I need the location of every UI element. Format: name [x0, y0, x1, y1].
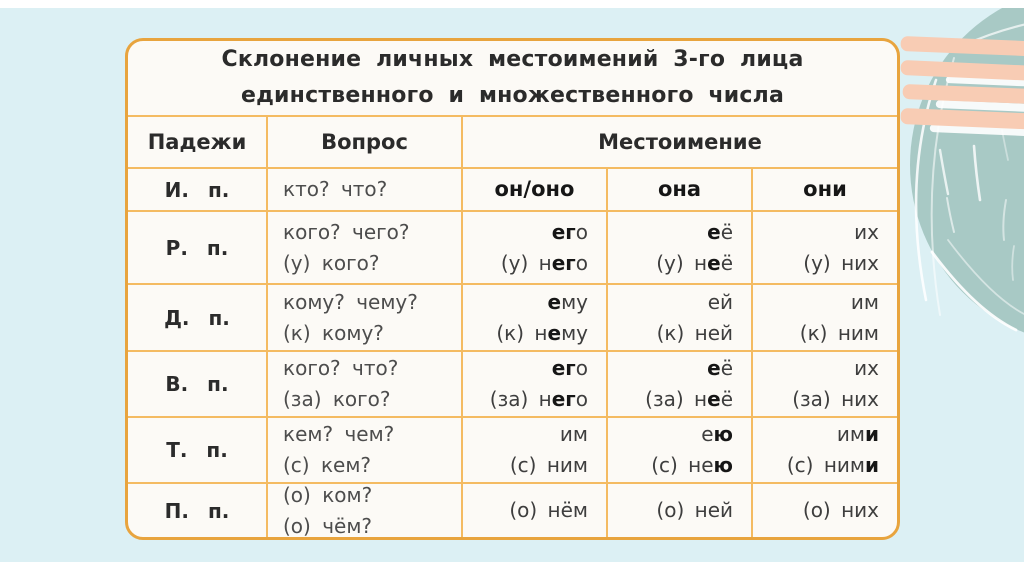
- pronoun-cell: [606, 210, 751, 283]
- pronoun-cell: [606, 482, 751, 537]
- question-line: кто? что?: [283, 177, 388, 201]
- pronoun-line: (за) неё: [645, 387, 733, 411]
- pronoun-line: ей: [707, 289, 733, 314]
- question-cell: [266, 283, 461, 350]
- pronoun-line: (с) нею: [651, 453, 733, 477]
- pronoun-line: им: [559, 422, 588, 446]
- pronoun-cell: [606, 167, 751, 210]
- pronoun-cell: [461, 482, 606, 537]
- pronoun-cell: [461, 350, 606, 416]
- pronoun-line: ею: [701, 422, 733, 446]
- pronoun-cell: [606, 350, 751, 416]
- pronoun-line: он/оно: [494, 177, 575, 202]
- question-line: (с) кем?: [283, 453, 372, 477]
- question-line: кому? чему?: [283, 289, 418, 314]
- declension-table-grid: [128, 41, 897, 537]
- pronoun-cell: [751, 416, 897, 482]
- question-cell: [266, 210, 461, 283]
- pronoun-cell: [606, 283, 751, 350]
- pronoun-line: им: [850, 289, 879, 314]
- header-question: Вопрос: [266, 115, 461, 167]
- pronoun-line: их: [854, 356, 879, 380]
- question-cell: [266, 416, 461, 482]
- pronoun-cell: [461, 283, 606, 350]
- pronoun-line: она: [657, 177, 702, 202]
- header-pronoun: Местоимение: [461, 115, 897, 167]
- pronoun-cell: [606, 416, 751, 482]
- pronoun-line: его: [551, 219, 588, 244]
- question-line: (к) кому?: [283, 320, 384, 345]
- pronoun-cell: [751, 283, 897, 350]
- question-line: (за) кого?: [283, 387, 391, 411]
- top-white-margin: [0, 0, 1024, 8]
- question-line: (у) кого?: [283, 250, 380, 275]
- question-line: (о) чём?: [283, 513, 373, 538]
- pronoun-line: ими: [836, 422, 879, 446]
- pronoun-cell: [461, 210, 606, 283]
- question-cell: [266, 167, 461, 210]
- pronoun-line: (у) неё: [656, 250, 733, 275]
- case-label: В. п.: [128, 350, 266, 416]
- case-label: Т. п.: [128, 416, 266, 482]
- pronoun-line: его: [551, 356, 588, 380]
- header-cases: Падежи: [128, 115, 266, 167]
- pronoun-line: (с) ними: [786, 453, 879, 477]
- declension-table: [125, 38, 900, 540]
- pronoun-line: (к) нему: [496, 320, 588, 345]
- question-cell: [266, 350, 461, 416]
- case-label: Р. п.: [128, 210, 266, 283]
- question-line: кого? что?: [283, 356, 399, 380]
- table-title: [128, 41, 897, 115]
- table-title-line2: единственного и множественного числа: [240, 83, 785, 108]
- pronoun-line: (за) него: [489, 387, 588, 411]
- pronoun-line: их: [854, 219, 879, 244]
- table-title-line1: Склонение личных местоимений 3-го лица: [221, 47, 804, 73]
- pronoun-line: (у) них: [803, 250, 879, 275]
- pronoun-line: (за) них: [792, 387, 879, 411]
- pronoun-cell: [751, 350, 897, 416]
- question-line: кого? чего?: [283, 219, 410, 244]
- case-label: Д. п.: [128, 283, 266, 350]
- pronoun-line: (к) ним: [799, 320, 879, 345]
- pronoun-cell: [751, 167, 897, 210]
- pronoun-line: (о) них: [802, 498, 879, 522]
- case-label: И. п.: [128, 167, 266, 210]
- pronoun-cell: [461, 167, 606, 210]
- pronoun-line: (у) него: [500, 250, 588, 275]
- pronoun-cell: [461, 416, 606, 482]
- pronoun-line: (с) ним: [509, 453, 588, 477]
- pronoun-line: (о) ней: [656, 498, 733, 522]
- pronoun-line: её: [707, 219, 733, 244]
- pronoun-line: (к) ней: [656, 320, 733, 345]
- pronoun-cell: [751, 482, 897, 537]
- bottom-white-margin: [0, 562, 1024, 574]
- question-line: (о) ком?: [283, 482, 373, 507]
- question-cell: [266, 482, 461, 537]
- pronoun-line: её: [707, 356, 733, 380]
- question-line: кем? чем?: [283, 422, 395, 446]
- pronoun-line: (о) нём: [509, 498, 588, 522]
- pronoun-line: они: [803, 177, 847, 202]
- pronoun-cell: [751, 210, 897, 283]
- case-label: П. п.: [128, 482, 266, 537]
- pronoun-line: ему: [547, 289, 588, 314]
